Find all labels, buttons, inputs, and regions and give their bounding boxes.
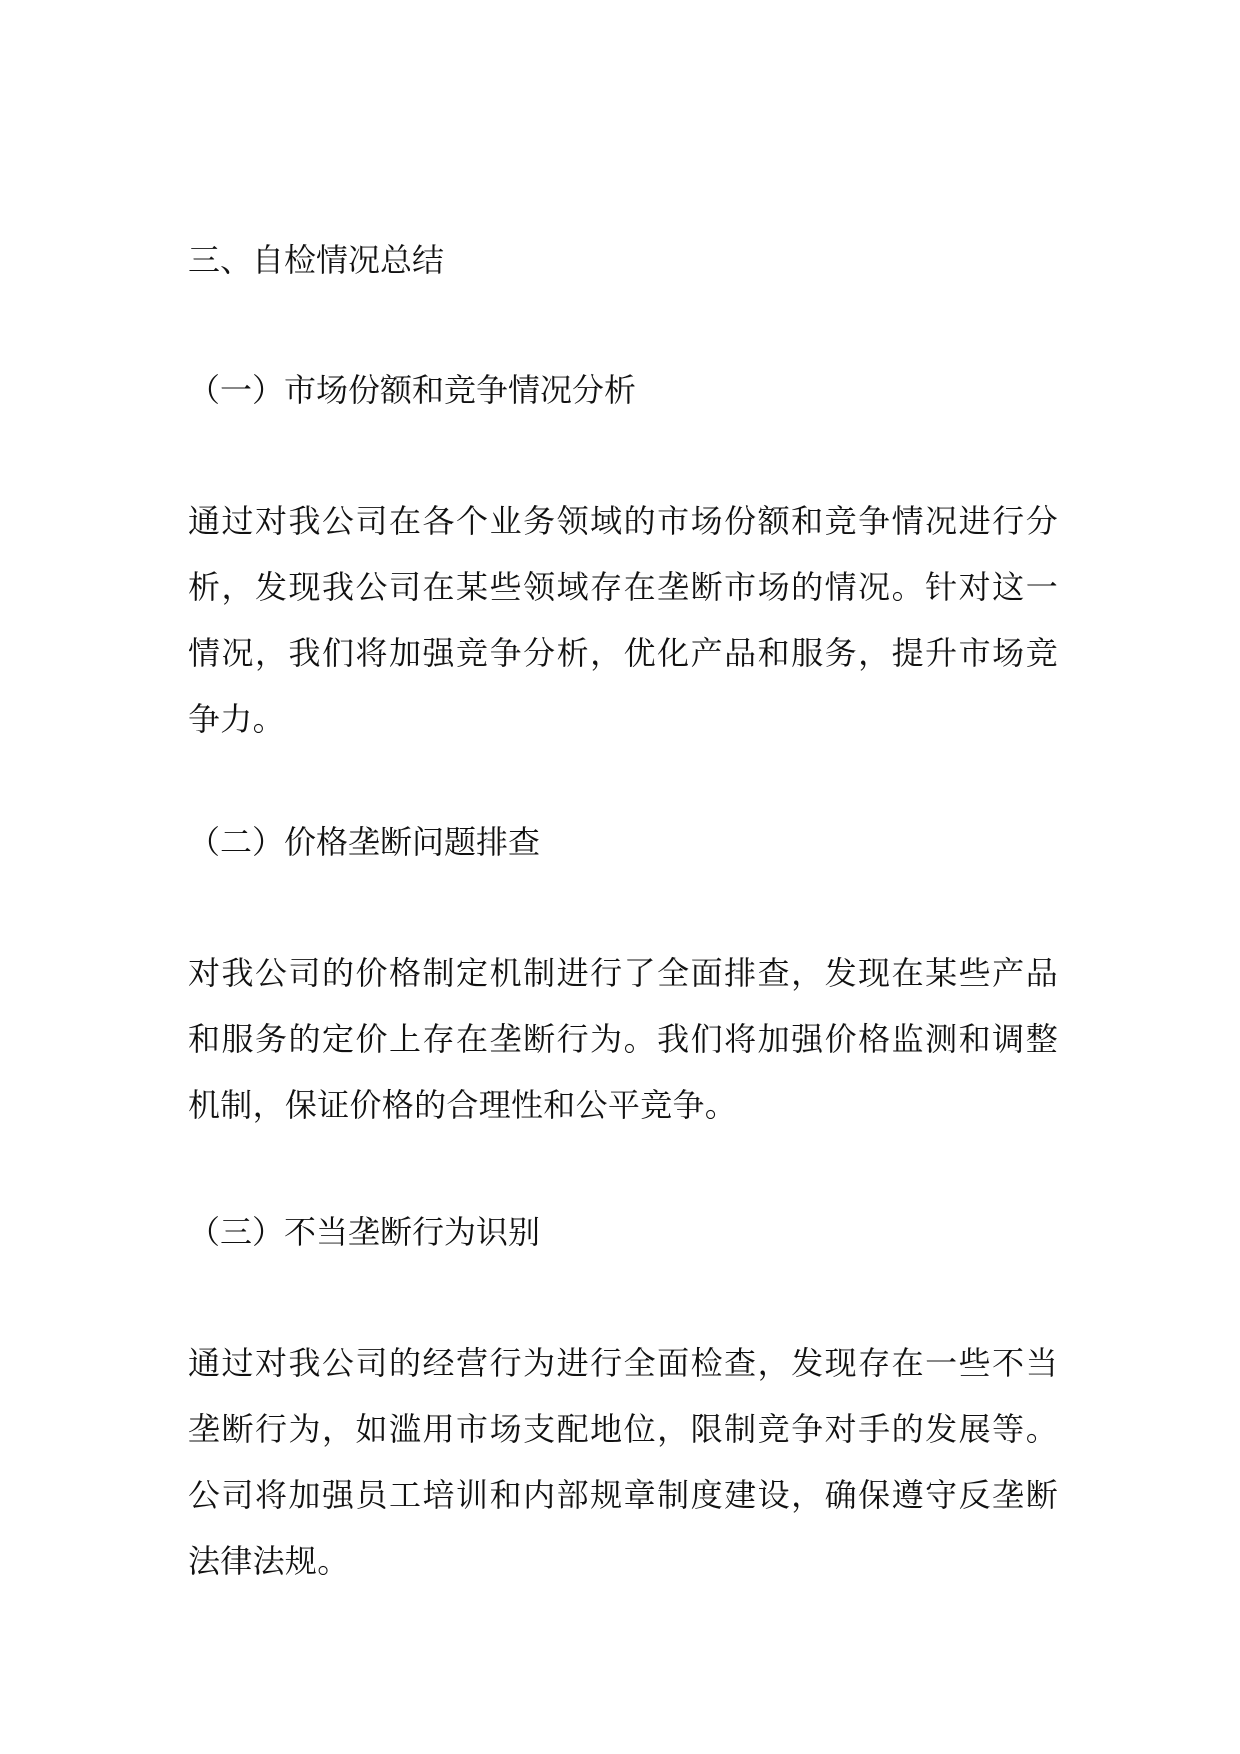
subsection-body-1: 通过对我公司在各个业务领域的市场份额和竞争情况进行分析，发现我公司在某些领域存在垄断市场的情况。针对这一情况，我们将加强竞争分析，优化产品和服务，提升市场竞争力。 <box>188 502 1058 738</box>
subsection-heading-2: （二）价格垄断问题排查 <box>188 823 541 861</box>
section-heading: 三、自检情况总结 <box>188 241 445 279</box>
subsection-body-2: 对我公司的价格制定机制进行了全面排查，发现在某些产品和服务的定价上存在垄断行为。我们将加强价格监测和调整机制，保证价格的合理性和公平竞争。 <box>188 954 1058 1124</box>
document-page <box>188 0 1058 1754</box>
subsection-heading-1: （一）市场份额和竞争情况分析 <box>188 371 637 409</box>
subsection-body-3: 通过对我公司的经营行为进行全面检查，发现存在一些不当垄断行为，如滥用市场支配地位，限制竞争对手的发展等。公司将加强员工培训和内部规章制度建设，确保遵守反垄断法律法规。 <box>188 1344 1058 1580</box>
subsection-heading-3: （三）不当垄断行为识别 <box>188 1213 541 1251</box>
